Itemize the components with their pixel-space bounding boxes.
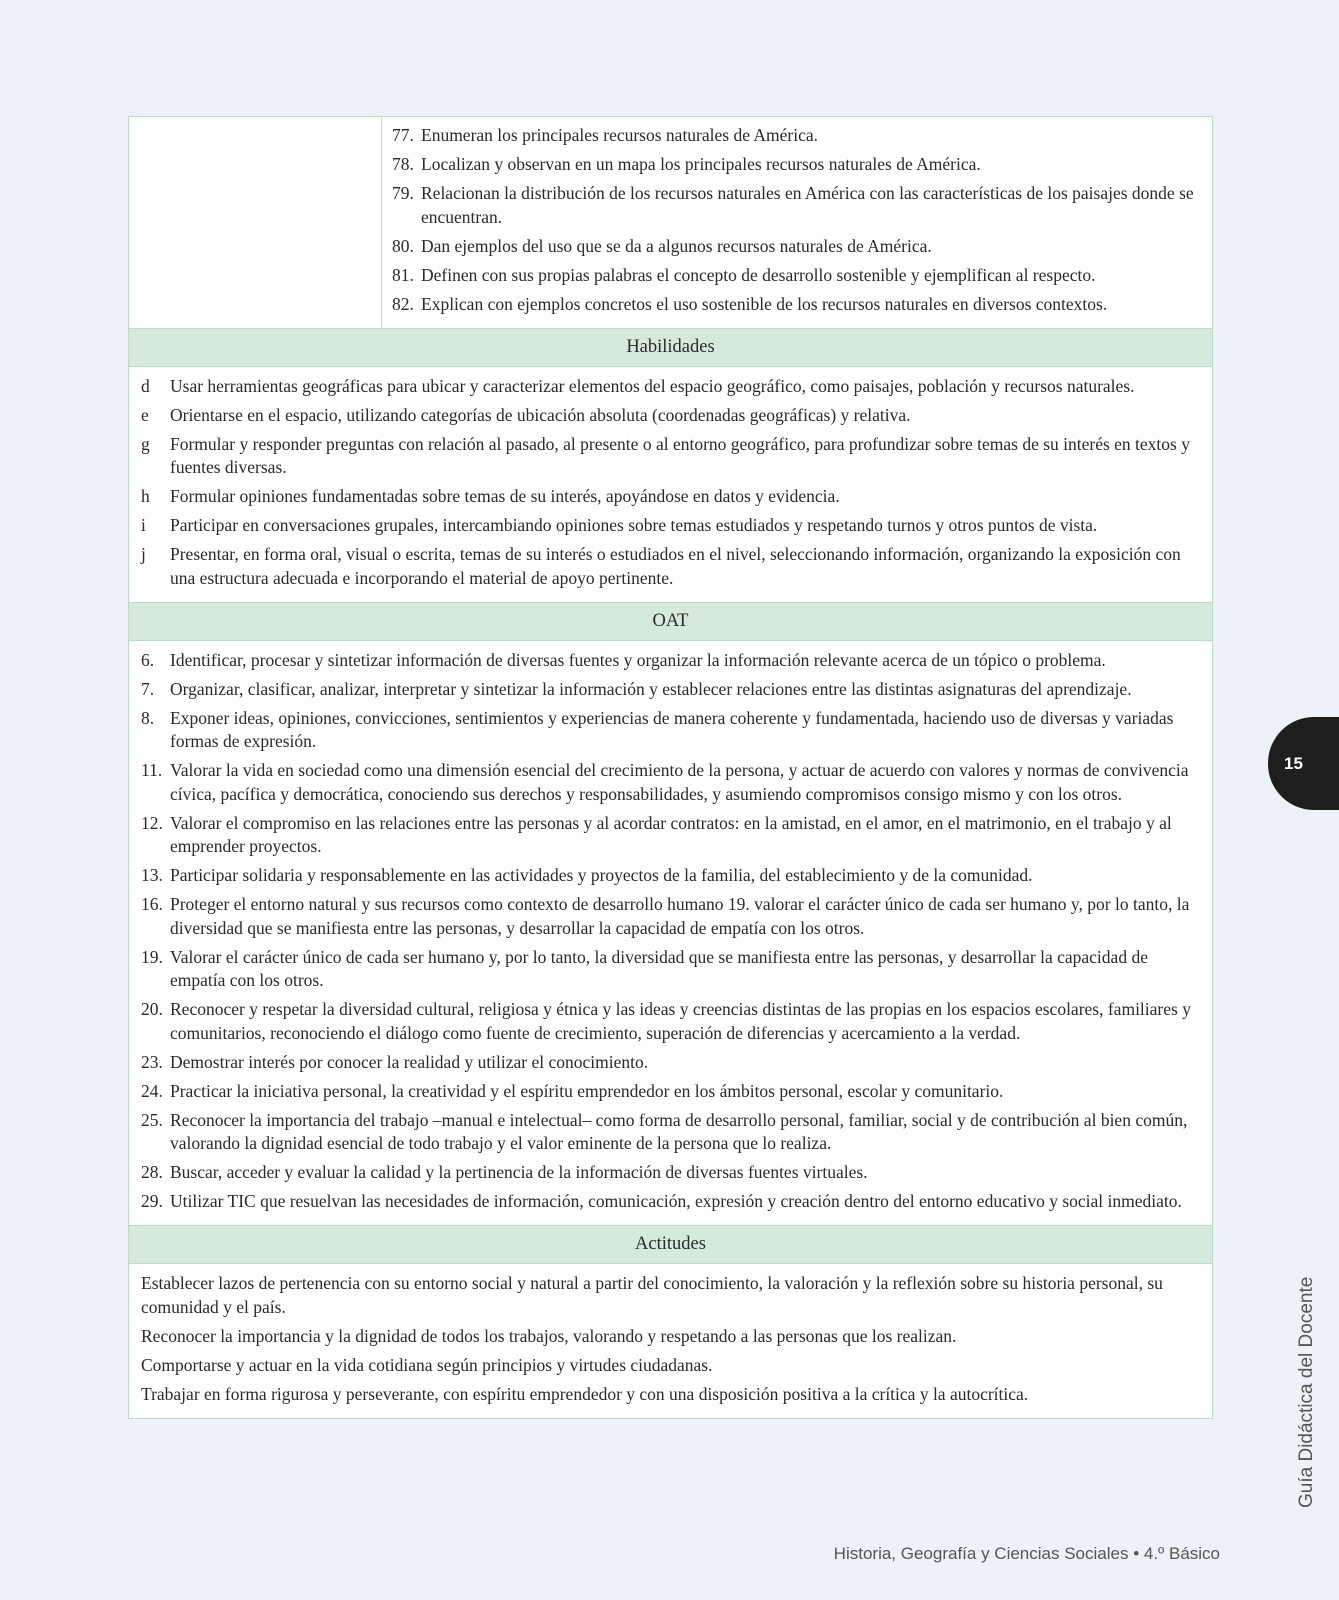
item-number: 20.	[141, 999, 163, 1019]
list-item	[141, 1109, 1200, 1156]
page-number-tab	[1268, 717, 1339, 810]
page-number: 15	[1284, 753, 1303, 773]
objectives-row	[129, 117, 1212, 328]
list-item	[141, 707, 1200, 754]
empty-cell	[129, 117, 382, 328]
list-item	[141, 998, 1200, 1045]
item-text: Buscar, acceder y evaluar la calidad y la pertinencia de la información de diversas fuentes virtuales.	[170, 1162, 868, 1182]
item-number: 11.	[141, 760, 163, 780]
item-letter: e	[141, 404, 149, 425]
oat-list	[129, 641, 1212, 1226]
list-item	[141, 1080, 1200, 1104]
item-number: 16.	[141, 894, 163, 914]
item-text: Definen con sus propias palabras el concepto de desarrollo sostenible y ejemplifican al respecto.	[421, 264, 1096, 285]
list-item: Comportarse y actuar en la vida cotidiana según principios y virtudes ciudadanas.	[141, 1354, 713, 1375]
item-number: 79.	[392, 183, 414, 203]
item-number: 77.	[392, 125, 414, 145]
item-number: 7.	[141, 678, 155, 699]
item-number: 81.	[392, 264, 414, 285]
curriculum-table	[128, 116, 1213, 1419]
item-text: Identificar, procesar y sintetizar información de diversas fuentes y organizar la información relevante acerca de un tópico o problema.	[170, 649, 1106, 670]
item-number: 23.	[141, 1051, 163, 1072]
item-text: Usar herramientas geográficas para ubicar y caracterizar elementos del espacio geográfico, como paisajes, población y recursos naturales.	[170, 375, 1135, 396]
item-text: Participar en conversaciones grupales, intercambiando opiniones sobre temas estudiados y respetando turnos y otros puntos de vista.	[170, 515, 1098, 535]
list-item	[392, 264, 1202, 288]
item-number: 78.	[392, 154, 414, 174]
item-number: 24.	[141, 1080, 163, 1101]
item-text: Explican con ejemplos concretos el uso sostenible de los recursos naturales en diversos contextos.	[421, 293, 1108, 314]
item-number: 25.	[141, 1109, 163, 1130]
item-text: Formular opiniones fundamentadas sobre temas de su interés, apoyándose en datos y evidencia.	[170, 486, 840, 506]
habilidades-list	[129, 367, 1212, 602]
item-text: Orientarse en el espacio, utilizando categorías de ubicación absoluta (coordenadas geográficas) y relativa.	[170, 404, 911, 425]
item-text: Participar solidaria y responsablemente en las actividades y proyectos de la familia, del establecimiento y de la comunidad.	[170, 865, 1033, 885]
item-number: 28.	[141, 1162, 163, 1182]
item-text: Formular y responder preguntas con relación al pasado, al presente o al entorno geográfico, para profundizar sobre temas de su interés en textos y fuentes diversas.	[170, 433, 1190, 477]
list-item	[141, 1161, 1200, 1185]
list-item	[392, 235, 1202, 259]
list-item	[141, 759, 1200, 806]
item-text: Demostrar interés por conocer la realidad y utilizar el conocimiento.	[170, 1051, 649, 1072]
item-number: 82.	[392, 293, 414, 314]
footer-text: Historia, Geografía y Ciencias Sociales • 4.º Básico	[833, 1544, 1220, 1563]
list-item: Establecer lazos de pertenencia con su entorno social y natural a partir del conocimiento, la valoración y la reflexión sobre su historia personal, su comunidad y el país.	[141, 1273, 1163, 1317]
item-text: Utilizar TIC que resuelvan las necesidades de información, comunicación, expresión y creación dentro del entorno educativo y social inmediato.	[170, 1191, 1182, 1211]
item-text: Valorar el carácter único de cada ser humano y, por lo tanto, la diversidad que se manifiesta entre las personas, y desarrollar la capacidad de empatía con los otros.	[170, 946, 1148, 990]
item-number: 6.	[141, 649, 155, 670]
item-text: Valorar la vida en sociedad como una dimensión esencial del crecimiento de la persona, y actuar de acuerdo con valores y normas de convivencia cívica, pacífica y democrática, conociendo sus derechos y responsabilidades, y asumiendo compromisos consigo mismo y con los otros.	[170, 760, 1189, 804]
item-number: 13.	[141, 865, 163, 885]
list-item	[141, 375, 1200, 399]
item-letter: i	[141, 515, 146, 535]
item-number: 12.	[141, 812, 163, 833]
list-item	[141, 1051, 1200, 1075]
item-number: 8.	[141, 707, 155, 728]
list-item	[141, 893, 1200, 940]
list-item	[141, 649, 1200, 673]
list-item: Reconocer la importancia y la dignidad de todos los trabajos, valorando y respetando a las personas que los realizan.	[141, 1325, 957, 1346]
item-number: 29.	[141, 1191, 163, 1211]
item-text: Reconocer la importancia del trabajo –manual e intelectual– como forma de desarrollo personal, familiar, social y de contribución al bien común, valorando la dignidad esencial de todo trabajo y el valor eminente de la persona que lo realiza.	[170, 1109, 1188, 1153]
list-item	[392, 124, 1202, 148]
list-item	[141, 1190, 1200, 1214]
list-item	[392, 293, 1202, 317]
side-title: Guía Didáctica del Docente	[1296, 1276, 1317, 1508]
list-item	[141, 678, 1200, 702]
actitudes-list	[129, 1264, 1212, 1418]
item-text: Relacionan la distribución de los recursos naturales en América con las características de los paisajes donde se encuentran.	[421, 183, 1194, 227]
list-item	[141, 485, 1200, 509]
habilidades-header: Habilidades	[129, 328, 1212, 367]
list-item	[141, 433, 1200, 480]
list-item	[141, 812, 1200, 859]
list-item: Trabajar en forma rigurosa y perseverante, con espíritu emprendedor y con una disposición positiva a la crítica y la autocrítica.	[141, 1383, 1029, 1404]
item-letter: d	[141, 375, 150, 396]
item-letter: g	[141, 433, 150, 454]
item-text: Practicar la iniciativa personal, la creatividad y el espíritu emprendedor en los ámbitos personal, escolar y comunitario.	[170, 1080, 1004, 1101]
item-text: Enumeran los principales recursos naturales de América.	[421, 125, 819, 145]
item-text: Presentar, en forma oral, visual o escrita, temas de su interés o estudiados en el nivel, seleccionando información, organizando la exposición con una estructura adecuada e incorporando el material de apoyo pertinente.	[170, 544, 1181, 588]
item-text: Reconocer y respetar la diversidad cultural, religiosa y étnica y las ideas y creencias distintas de las propias en los espacios escolares, familiares y comunitarios, reconociendo el diálogo como fuente de crecimiento, superación de diferencias y acercamiento a la verdad.	[170, 999, 1191, 1043]
oat-header: OAT	[129, 602, 1212, 641]
list-item	[141, 514, 1200, 538]
list-item	[141, 864, 1200, 888]
item-text: Dan ejemplos del uso que se da a algunos recursos naturales de América.	[421, 235, 932, 256]
item-letter: j	[141, 544, 146, 564]
list-item	[392, 153, 1202, 177]
item-number: 19.	[141, 946, 163, 967]
item-text: Exponer ideas, opiniones, convicciones, sentimientos y experiencias de manera coherente y fundamentada, haciendo uso de diversas y variadas formas de expresión.	[170, 707, 1174, 751]
item-text: Valorar el compromiso en las relaciones entre las personas y al acordar contratos: en la amistad, en el amor, en el matrimonio, en el trabajo y al emprender proyectos.	[170, 812, 1172, 856]
list-item	[141, 543, 1200, 590]
actitudes-header: Actitudes	[129, 1225, 1212, 1264]
item-text: Organizar, clasificar, analizar, interpretar y sintetizar la información y establecer relaciones entre las distintas asignaturas del aprendizaje.	[170, 678, 1132, 699]
item-text: Localizan y observan en un mapa los principales recursos naturales de América.	[421, 154, 981, 174]
list-item	[141, 404, 1200, 428]
item-number: 80.	[392, 235, 414, 256]
item-letter: h	[141, 486, 150, 506]
objectives-list	[382, 117, 1212, 328]
list-item	[141, 946, 1200, 993]
list-item	[392, 182, 1202, 229]
item-text: Proteger el entorno natural y sus recursos como contexto de desarrollo humano 19. valorar el carácter único de cada ser humano y, por lo tanto, la diversidad que se manifiesta entre las personas, y desarrollar la capacidad de empatía con los otros.	[170, 894, 1190, 938]
